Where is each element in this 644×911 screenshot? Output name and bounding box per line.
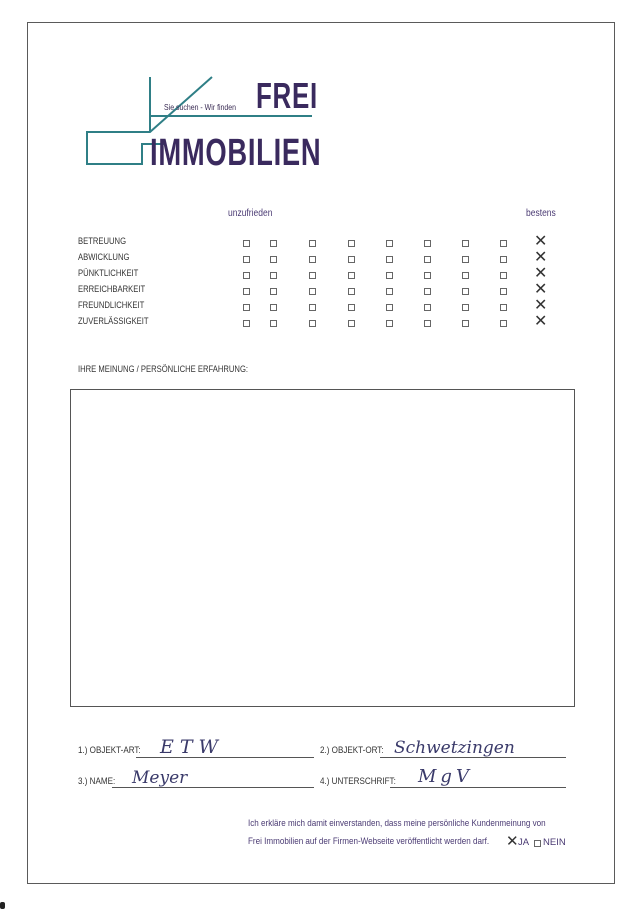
rating-checkbox[interactable] bbox=[500, 240, 507, 247]
rating-checkbox[interactable] bbox=[424, 320, 431, 327]
name-field[interactable]: Meyer bbox=[132, 768, 188, 788]
rating-checkbox[interactable] bbox=[500, 272, 507, 279]
rating-checkbox[interactable] bbox=[386, 240, 393, 247]
criterion-label: PÜNKTLICHKEIT bbox=[78, 268, 139, 278]
name-label: 3.) NAME: bbox=[78, 776, 116, 787]
rating-checkbox[interactable] bbox=[386, 304, 393, 311]
rating-checkbox-checked[interactable]: ✕ bbox=[534, 231, 548, 250]
signature-line bbox=[390, 787, 566, 788]
consent-no-checkbox[interactable] bbox=[534, 840, 541, 847]
rating-checkbox[interactable] bbox=[309, 304, 316, 311]
scan-mark bbox=[0, 902, 5, 909]
rating-checkbox[interactable] bbox=[462, 288, 469, 295]
rating-checkbox[interactable] bbox=[309, 272, 316, 279]
rating-checkbox[interactable] bbox=[424, 256, 431, 263]
rating-checkbox[interactable] bbox=[386, 256, 393, 263]
brand-name-top: FREI bbox=[256, 75, 318, 116]
rating-checkbox[interactable] bbox=[270, 256, 277, 263]
rating-checkbox[interactable] bbox=[348, 320, 355, 327]
consent-line-1: Ich erkläre mich damit einverstanden, dass meine persönliche Kundenmeinung von bbox=[248, 818, 546, 829]
criterion-label: BETREUUNG bbox=[78, 236, 127, 246]
rating-checkbox[interactable] bbox=[500, 320, 507, 327]
opinion-label: IHRE MEINUNG / PERSÖNLICHE ERFAHRUNG: bbox=[78, 364, 249, 374]
rating-checkbox[interactable] bbox=[309, 320, 316, 327]
criterion-label: ZUVERLÄSSIGKEIT bbox=[78, 316, 149, 326]
rating-checkbox[interactable] bbox=[348, 272, 355, 279]
rating-checkbox[interactable] bbox=[424, 304, 431, 311]
rating-checkbox[interactable] bbox=[309, 288, 316, 295]
signature-label: 4.) UNTERSCHRIFT: bbox=[320, 776, 396, 787]
rating-checkbox[interactable] bbox=[243, 256, 250, 263]
rating-checkbox[interactable] bbox=[309, 256, 316, 263]
criterion-label: ERREICHBARKEIT bbox=[78, 284, 146, 294]
rating-checkbox[interactable] bbox=[348, 240, 355, 247]
rating-checkbox[interactable] bbox=[386, 320, 393, 327]
rating-checkbox[interactable] bbox=[270, 304, 277, 311]
rating-checkbox[interactable] bbox=[270, 240, 277, 247]
consent-line-2: Frei Immobilien auf der Firmen-Webseite veröffentlicht werden darf. bbox=[248, 836, 490, 847]
signature-field[interactable]: MgV bbox=[418, 766, 473, 787]
rating-checkbox[interactable] bbox=[348, 304, 355, 311]
rating-checkbox[interactable] bbox=[500, 256, 507, 263]
rating-checkbox[interactable] bbox=[462, 272, 469, 279]
consent-no-label: NEIN bbox=[543, 837, 566, 848]
rating-checkbox[interactable] bbox=[270, 272, 277, 279]
criterion-label: ABWICKLUNG bbox=[78, 252, 130, 262]
rating-checkbox-checked[interactable]: ✕ bbox=[534, 279, 548, 298]
rating-checkbox[interactable] bbox=[270, 320, 277, 327]
rating-checkbox[interactable] bbox=[424, 240, 431, 247]
brand-name-bottom: IMMOBILIEN bbox=[150, 132, 322, 174]
rating-checkbox-checked[interactable]: ✕ bbox=[534, 295, 548, 314]
object-location-label: 2.) OBJEKT-ORT: bbox=[320, 745, 384, 756]
rating-checkbox[interactable] bbox=[500, 304, 507, 311]
rating-checkbox[interactable] bbox=[243, 240, 250, 247]
rating-checkbox[interactable] bbox=[462, 256, 469, 263]
rating-checkbox[interactable] bbox=[386, 272, 393, 279]
rating-checkbox[interactable] bbox=[462, 304, 469, 311]
object-type-label: 1.) OBJEKT-ART: bbox=[78, 745, 141, 756]
rating-checkbox[interactable] bbox=[462, 240, 469, 247]
object-location-field[interactable]: Schwetzingen bbox=[394, 738, 515, 758]
rating-checkbox[interactable] bbox=[500, 288, 507, 295]
rating-checkbox-checked[interactable]: ✕ bbox=[534, 247, 548, 266]
rating-checkbox[interactable] bbox=[270, 288, 277, 295]
scale-low-label: unzufrieden bbox=[228, 208, 273, 219]
slogan: Sie suchen - Wir finden bbox=[164, 102, 237, 112]
opinion-textarea[interactable] bbox=[70, 389, 575, 707]
criterion-label: FREUNDLICHKEIT bbox=[78, 300, 145, 310]
object-type-field[interactable]: ETW bbox=[160, 736, 225, 758]
rating-checkbox[interactable] bbox=[386, 288, 393, 295]
rating-checkbox[interactable] bbox=[309, 240, 316, 247]
consent-yes-check-icon[interactable]: ✕ bbox=[506, 832, 519, 850]
rating-checkbox[interactable] bbox=[424, 272, 431, 279]
rating-checkbox-checked[interactable]: ✕ bbox=[534, 263, 548, 282]
consent-yes-label: JA bbox=[518, 837, 530, 848]
rating-checkbox[interactable] bbox=[462, 320, 469, 327]
rating-checkbox-checked[interactable]: ✕ bbox=[534, 311, 548, 330]
rating-checkbox[interactable] bbox=[243, 288, 250, 295]
rating-checkbox[interactable] bbox=[348, 288, 355, 295]
scale-high-label: bestens bbox=[526, 208, 556, 219]
rating-checkbox[interactable] bbox=[243, 304, 250, 311]
rating-checkbox[interactable] bbox=[243, 272, 250, 279]
rating-checkbox[interactable] bbox=[243, 320, 250, 327]
rating-checkbox[interactable] bbox=[424, 288, 431, 295]
rating-checkbox[interactable] bbox=[348, 256, 355, 263]
